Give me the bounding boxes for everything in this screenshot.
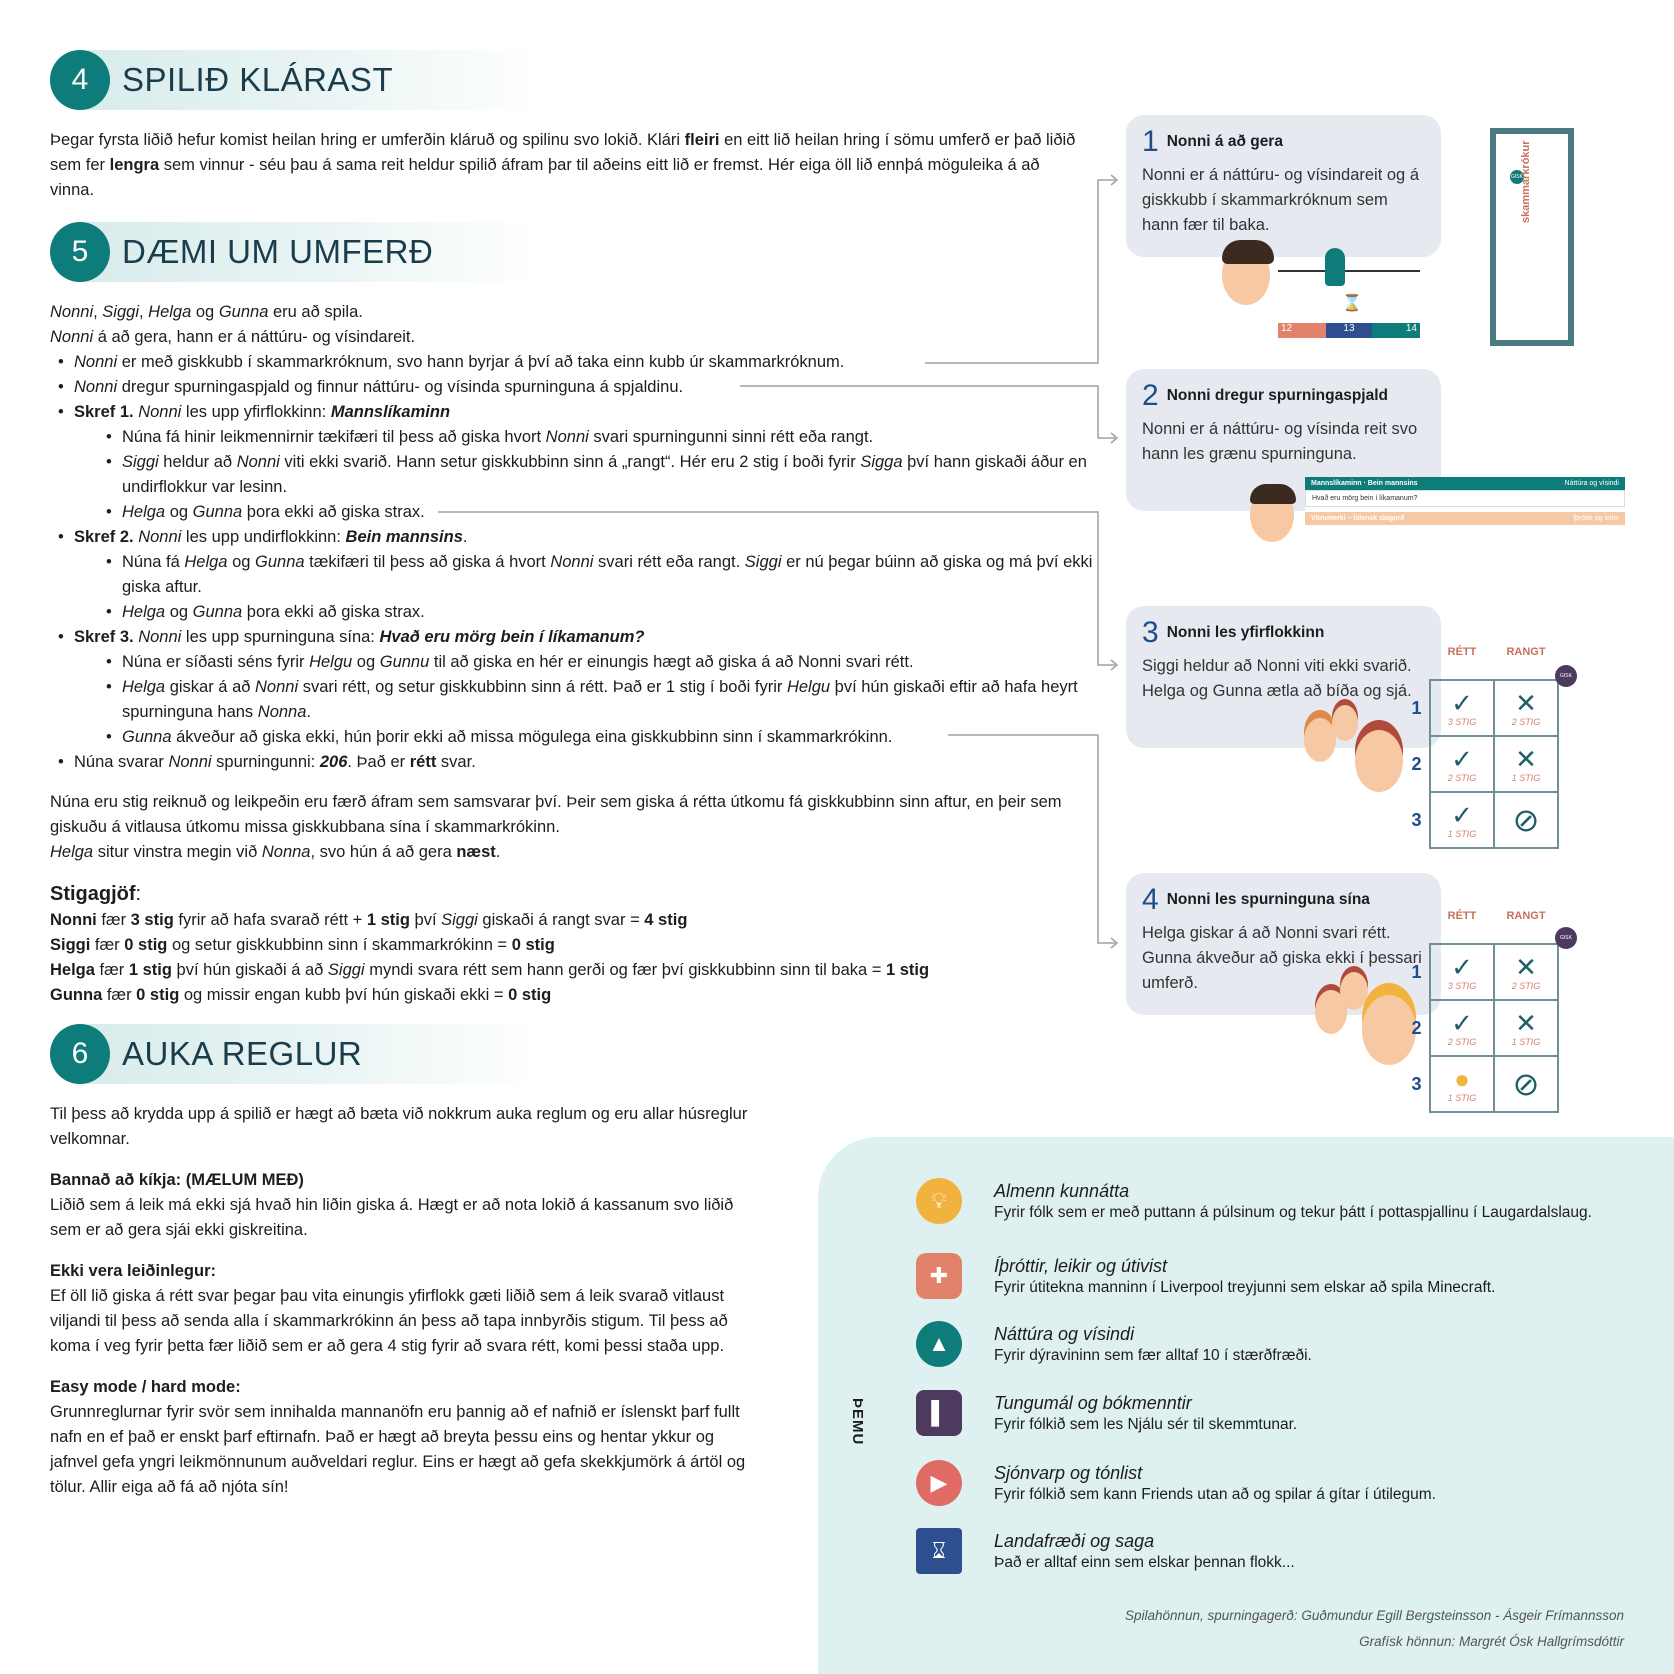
game-pawn: [1325, 248, 1345, 286]
list-item: • Gunna ákveður að giska ekki, hún þorir ekki að missa mögulega eina giskkubbinn sinn í skammarkrókinn.: [74, 725, 1110, 750]
board-track: [1278, 270, 1420, 272]
rocket-icon: ▲: [916, 1321, 962, 1367]
section-number: 6: [50, 1024, 110, 1084]
scoring-title: Stigagjöf: [50, 883, 136, 905]
hourglass-icon: ⌛: [1342, 295, 1362, 312]
list-item: • Núna fá Helga og Gunna tækifæri til þess að giska á hvort Nonni svari rétt eða rangt. Siggi er nú þegar búinn að giska og má því ekki giska aftur.: [74, 550, 1110, 600]
rule-heading: Ekki vera leiðinlegur:: [50, 1262, 216, 1280]
rule-heading: Easy mode / hard mode:: [50, 1378, 241, 1396]
board-cells: 12 13 14: [1278, 323, 1420, 338]
shame-corner-label: skammarkrókur: [1520, 140, 1532, 223]
theme-item: ✚ Íþróttir, leikir og útivist Fyrir útitekna manninn í Liverpool treyjunni sem elskar að spila Minecraft.: [916, 1253, 1495, 1299]
shame-corner: [1490, 128, 1574, 346]
scoring: Stigagjöf: Nonni fær 3 stig fyrir að hafa svarað rétt + 1 stig því Siggi giskaði á rangt svar = 4 stig Siggi fær 0 stig og setur giskkubbinn sinn í skammarkrókinn = 0 stig Helga fær 1 stig því hún giskaði á að Siggi myndi svara rétt sem hann gerði og fær því giskkubbinn sinn til baka = 1 stig Gunna fær 0 stig og missir engan kubb því hún giskaði ekki = 0 stig: [50, 883, 930, 1004]
gunna-avatar: [1332, 705, 1358, 741]
theme-item: ▌ Tungumál og bókmenntir Fyrir fólkið sem les Njálu sér til skemmtunar.: [916, 1390, 1297, 1436]
siggi-avatar: [1340, 972, 1368, 1010]
section-title: AUKA REGLUR: [122, 1035, 363, 1072]
rule-text: Ef öll lið giska á rétt svar þegar þau vita einungis yfirflokk gæti liðið sem á leik svarað vitlaust viljandi til þess að senda alla í skammarkrókinn án þess að tapa innbyrðis stigum. Til þess að koma í veg fyrir þetta fær liðið sem er að gera 4 stig fyrir að svara rétt, komi þessi staða upp.: [50, 1287, 728, 1355]
list-item: • Skref 1. Nonni les upp yfirflokkinn: Mannslíkaminn • Núna fá hinir leikmennirnir tækifæri til þess að giska hvort Nonni svari spurningunni sinni rétt eða rangt. • Siggi heldur að Nonni viti ekki svarið. Hann setur giskkubbinn sinn á „rangt“. Hér eru 2 stig í boði fyrir Sigga því hann giskaði áður en undirflokkur var lesinn. • Helga og Gunna þora ekki að giska strax.: [50, 400, 1110, 525]
siggi-avatar: [1355, 730, 1403, 792]
after-round-text: Núna eru stig reiknuð og leikpeðin eru færð áfram sem samsvarar því. Þeir sem giska á rétta útkomu fá giskkubbinn sinn aftur, en þeir sem giskuðu á vitlausa útkomu missa giskkubbana sína í skammarkrókinn. Helga situr vinstra megin við Nonna, svo hún á að gera næst.: [50, 793, 1062, 861]
credit-graphics: Grafísk hönnun: Margrét Ósk Hallgrímsdóttir: [1359, 1634, 1624, 1649]
credit-design: Spilahönnun, spurningagerð: Guðmundur Egill Bergsteinsson - Ásgeir Frímannsson: [1124, 1608, 1624, 1623]
rule-text: Liðið sem á leik má ekki sjá hvað hin liðin giska á. Hægt er að nota lokið á kassanum svo liðið sem er að gera sjái ekki giskreitina.: [50, 1196, 734, 1239]
guess-cube: GISK: [1510, 170, 1524, 184]
question-card: Mannslíkaminn · Bein mannsins Náttúra og vísindi Hvað eru mörg bein í líkamanum? Vörumerki – Íslensk slagorð Íþróttir og leikir: [1305, 477, 1625, 537]
list-item: • Skref 3. Nonni les upp spurninguna sína: Hvað eru mörg bein í líkamanum? • Núna er síðasti séns fyrir Helgu og Gunnu til að giska en hér er einungis hægt að giska á að Nonni svari rétt. • Helga giskar á að Nonni svari rétt, og setur giskkubbinn sinn á rétt. Það er 1 stig í boði fyrir Helgu því hún giskaði eftir að hafa heyrt spurninguna hans Nonna. • Gunna ákveður að giska ekki, hún þorir ekki að missa mögulega eina giskkubbinn sinn í skammarkrókinn.: [50, 625, 1110, 750]
hourglass-icon: ⌛︎: [916, 1528, 962, 1574]
list-item: • Núna fá hinir leikmennirnir tækifæri til þess að giska hvort Nonni svari spurningunni sinni rétt eða rangt.: [74, 425, 1110, 450]
gamepad-icon: ✚: [916, 1253, 962, 1299]
theme-item: 💡︎ Almenn kunnátta Fyrir fólk sem er með puttann á púlsinum og tekur þátt í pottaspjallinu í Laugardalslaug.: [916, 1178, 1592, 1224]
book-icon: ▌: [916, 1390, 962, 1436]
example-card-2: 2 Nonni dregur spurningaspjald Nonni er á náttúru- og vísinda reit svo hann les grænu spurninguna.: [1126, 369, 1441, 511]
list-item: • Núna er síðasti séns fyrir Helgu og Gunnu til að giska en hér er einungis hægt að giska á að Nonni svari rétt.: [74, 650, 1110, 675]
list-item: • Skref 2. Nonni les upp undirflokkinn: Bein mannsins. • Núna fá Helga og Gunna tækifæri til þess að giska á hvort Nonni svari rétt eða rangt. Siggi er nú þegar búinn að giska og má því ekki giska aftur. • Helga og Gunna þora ekki að giska strax.: [50, 525, 1110, 625]
section-number: 4: [50, 50, 110, 110]
list-item: • Nonni dregur spurningaspjald og finnur náttúru- og vísinda spurninguna á spjaldinu.: [50, 375, 1110, 400]
list-item: • Nonni er með giskkubb í skammarkróknum, svo hann byrjar á því að taka einn kubb úr skammarkróknum.: [50, 350, 1110, 375]
example-round-text: Nonni, Siggi, Helga og Gunna eru að spila. Nonni á að gera, hann er á náttúru- og vísindareit. • Nonni er með giskkubb í skammarkróknum, svo hann byrjar á því að taka einn kubb úr skammarkróknum. • Nonni dregur spurningaspjald og finnur náttúru- og vísinda spurninguna á spjaldinu. • Skref 1. Nonni les upp yfirflokkinn: Mannslíkaminn • Núna fá hinir leikmennirnir tækifæri til þess að giska hvort Nonni svari spurningunni sinni rétt eða rangt. • Siggi heldur að Nonni viti ekki svarið. Hann setur giskkubbinn sinn á „rangt“. Hér eru 2 stig í boði fyrir Sigga því hann giskaði áður en undirflokkur var lesinn. • Helga og Gunna þora ekki að giska strax. • Skref 2. Nonni les upp undirflokkinn: Bein mannsins. • Núna fá Helga og Gunna tækifæri til þess að giska á hvort Nonni svari rétt eða rangt. Siggi er nú þegar búinn að giska og má því ekki giska aftur. • Helga og Gunna þora ekki að giska strax. • Skref 3. Nonni les upp spurninguna sína: Hvað eru mörg bein í líkamanum? • Núna er síðasti séns fyrir Helgu og Gunnu til að giska en hér er einungis hægt að giska á að Nonni svari rétt. • Helga giskar á að Nonni svari rétt, og setur giskkubbinn sinn á rétt. Það er 1 stig í boði fyrir Helgu því hún giskaði eftir að hafa heyrt spurninguna hans Nonna. • Gunna ákveður að giska ekki, hún þorir ekki að missa mögulega eina giskkubbinn sinn í skammarkrókinn. • Núna svarar Nonni spurningunni: 206. Það er rétt svar.: [50, 300, 1110, 775]
guess-cube: GISK: [1555, 665, 1577, 687]
example-card-4: 4 Nonni les spurninguna sína Helga giskar á að Nonni svari rétt. Gunna ákveður að giska ekki í þessari umferð.: [1126, 873, 1441, 1015]
rule-text: Grunnreglurnar fyrir svör sem innihalda mannanöfn eru þannig að ef nafnið er íslenskt þarf fullt nafn en ef það er enskt þarf eftirnafn. Það er hægt að breyta þessu eins og hentar ykkur og jafnvel gefa yngri leikmönnunum auðveldari reglur. Eins er hægt að gefa skekkjumörk á ártöl og tölur. Allir eiga að fá að njóta sín!: [50, 1403, 746, 1496]
nonni-hair: [1222, 240, 1274, 264]
example-card-3: 3 Nonni les yfirflokkinn Siggi heldur að Nonni viti ekki svarið. Helga og Gunna ætla að bíða og sjá.: [1126, 606, 1441, 748]
list-item: • Helga og Gunna þora ekki að giska strax.: [74, 600, 1110, 625]
theme-item: ▶ Sjónvarp og tónlist Fyrir fólkið sem kann Friends utan að og spilar á gítar í útilegum.: [916, 1460, 1436, 1506]
list-item: • Siggi heldur að Nonni viti ekki svarið. Hann setur giskkubbinn sinn á „rangt“. Hér eru 2 stig í boði fyrir Sigga því hann giskaði áður en undirflokkur var lesinn.: [74, 450, 1110, 500]
list-item: • Helga giskar á að Nonni svari rétt, og setur giskkubbinn sinn á rétt. Það er 1 stig í boði fyrir Helgu því hún giskaði eftir að hafa heyrt spurninguna hans Nonna.: [74, 675, 1110, 725]
theme-item: ▲ Náttúra og vísindi Fyrir dýravininn sem fær alltaf 10 í stærðfræði.: [916, 1321, 1312, 1367]
list-item: • Núna svarar Nonni spurningunni: 206. Það er rétt svar.: [50, 750, 1110, 775]
section-number: 5: [50, 222, 110, 282]
play-icon: ▶: [916, 1460, 962, 1506]
section-6-intro: Til þess að krydda upp á spilið er hægt að bæta við nokkrum auka reglum og eru allar húsreglur velkomnar.: [50, 1105, 748, 1148]
nonni-hair: [1250, 484, 1296, 504]
guess-grid-round-3: RÉTT RANGT 1 ✓ 3 STIG ✕ 2 STIG 2 ✓ 2 STIG ✕ 1 STIG 3 ✓ 1 STIG ⊘: [1404, 624, 1559, 849]
rule-heading: Bannað að kíkja: (MÆLUM MEÐ): [50, 1171, 304, 1189]
example-card-1: 1 Nonni á að gera Nonni er á náttúru- og vísindareit og á giskkubb í skammarkróknum sem hann fær til baka.: [1126, 115, 1441, 257]
list-item: • Helga og Gunna þora ekki að giska strax.: [74, 500, 1110, 525]
guess-grid-round-4: RÉTT RANGT 1 ✓ 3 STIG ✕ 2 STIG 2 ✓ 2 STIG ✕ 1 STIG 3 ● 1 STIG ⊘: [1404, 888, 1559, 1113]
section-title: SPILIÐ KLÁRAST: [122, 61, 394, 98]
lightbulb-icon: 💡︎: [916, 1178, 962, 1224]
section-4-text: Þegar fyrsta liðið hefur komist heilan hring er umferðin kláruð og spilinu svo lokið. Klári fleiri en eitt lið heilan hring í sömu umferð er það liðið sem fer lengra sem vinnur - séu þau á sama reit heldur spilið áfram þar til aðeins eitt lið er fremst. Hér eiga öll lið ennþá möguleika á að vinna.: [50, 131, 1076, 199]
themes-label: ÞEMU: [849, 1398, 866, 1446]
guess-cube: GISK: [1555, 927, 1577, 949]
section-title: DÆMI UM UMFERÐ: [122, 233, 434, 270]
theme-item: ⌛︎ Landafræði og saga Það er alltaf einn sem elskar þennan flokk...: [916, 1528, 1295, 1574]
